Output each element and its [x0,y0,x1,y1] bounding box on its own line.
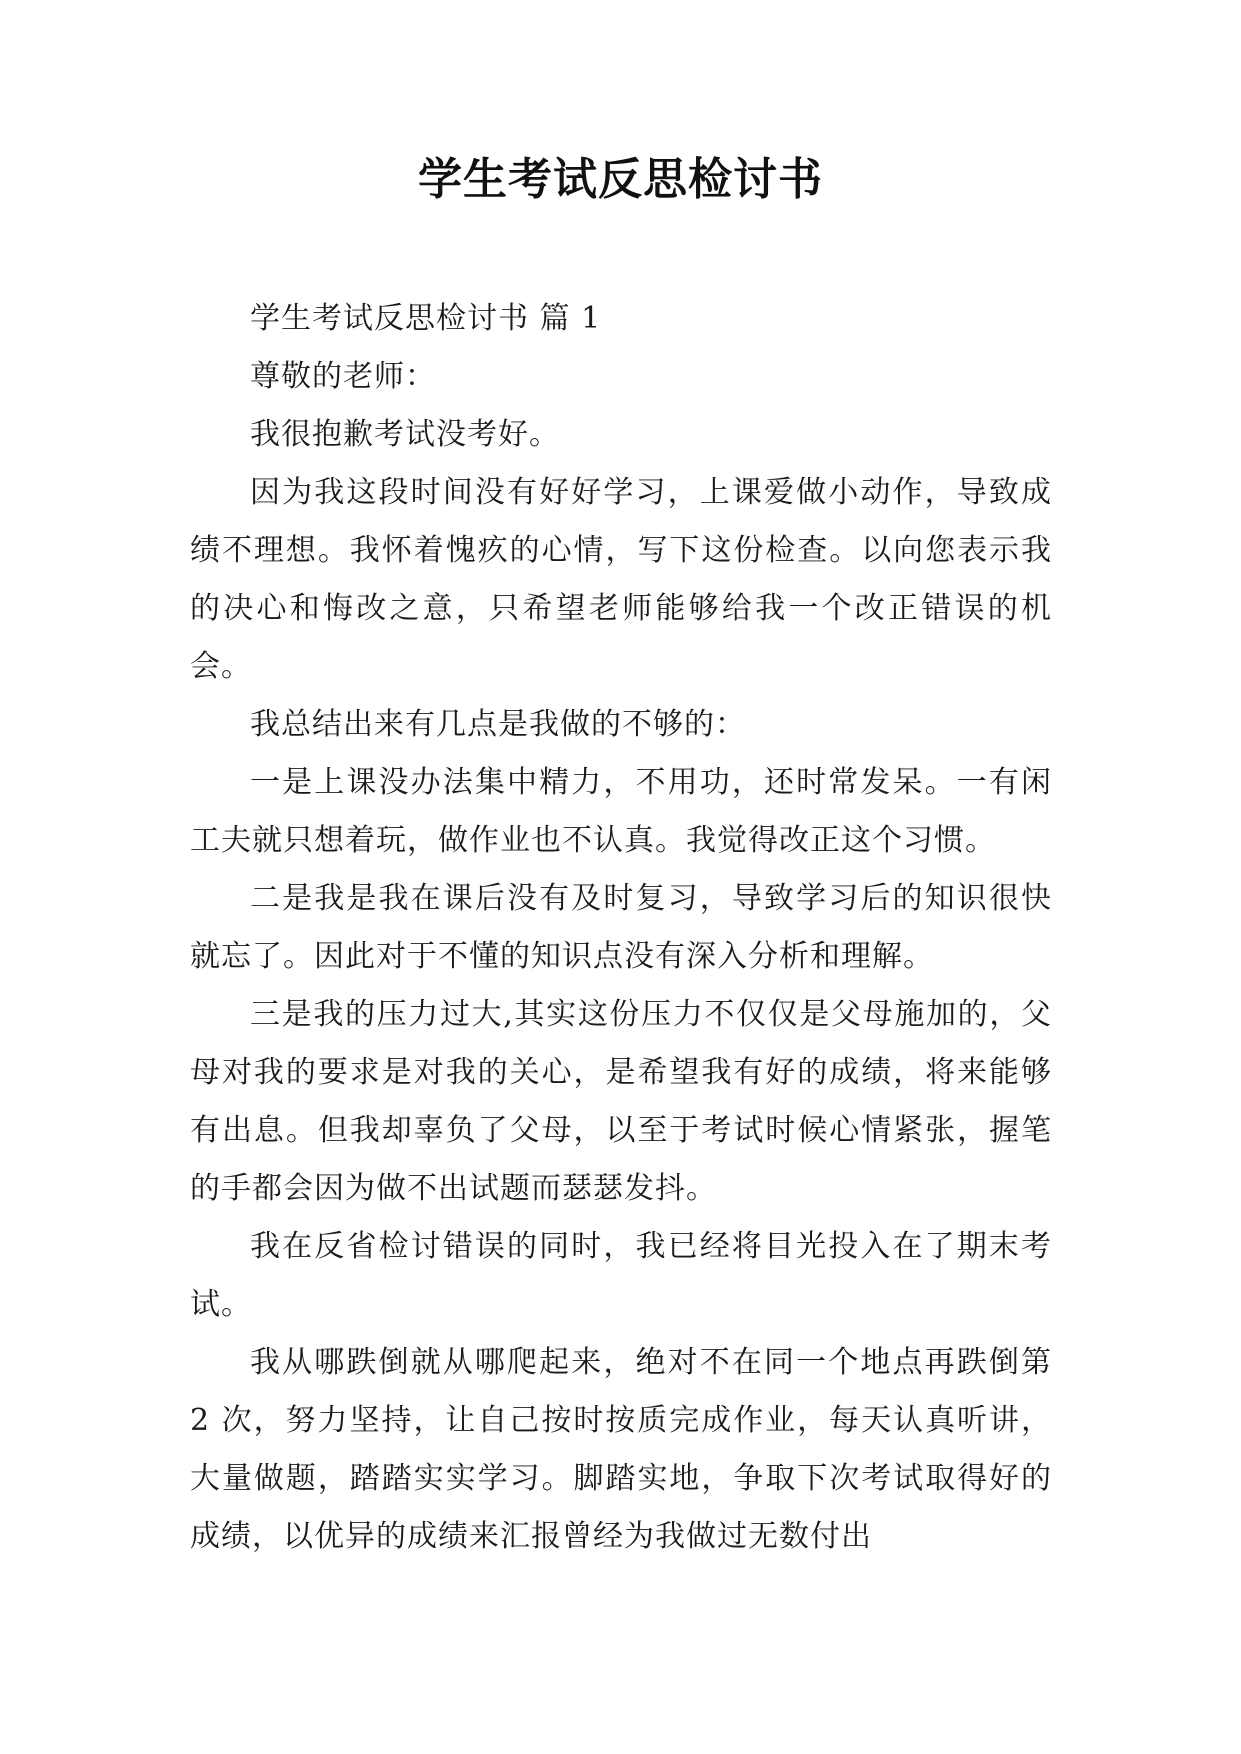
document-title: 学生考试反思检讨书 [418,154,823,205]
paragraph: 我在反省检讨错误的同时，我已经将目光投入在了期末考试。 [190,1229,1052,1322]
paragraph: 三是我的压力过大,其实这份压力不仅仅是父母施加的，父母对我的要求是对我的关心，是希望我有好的成绩，将来能够有出息。但我却辜负了父母，以至于考试时候心情紧张，握笔的手都会因为做不出试题而瑟瑟发抖。 [190,997,1052,1206]
paragraph: 因为我这段时间没有好好学习，上课爱做小动作，导致成绩不理想。我怀着愧疚的心情，写下这份检查。以向您表示我的决心和悔改之意，只希望老师能够给我一个改正错误的机会。 [190,475,1052,684]
document-body [190,290,1052,1566]
section-heading: 学生考试反思检讨书 篇 1 [250,301,602,336]
paragraph: 我从哪跌倒就从哪爬起来，绝对不在同一个地点再跌倒第 2 次，努力坚持，让自己按时按质完成作业，每天认真听讲，大量做题，踏踏实实学习。脚踏实地，争取下次考试取得好的成绩，以优异的成绩来汇报曾经为我做过无数付出 [190,1345,1052,1554]
paragraph: 一是上课没办法集中精力，不用功，还时常发呆。一有闲工夫就只想着玩，做作业也不认真。我觉得改正这个习惯。 [190,765,1052,858]
salutation: 尊敬的老师： [250,359,436,394]
paragraph: 我总结出来有几点是我做的不够的： [250,707,746,742]
paragraph: 二是我是我在课后没有及时复习，导致学习后的知识很快就忘了。因此对于不懂的知识点没有深入分析和理解。 [190,881,1052,974]
paragraph: 我很抱歉考试没考好。 [250,417,560,452]
